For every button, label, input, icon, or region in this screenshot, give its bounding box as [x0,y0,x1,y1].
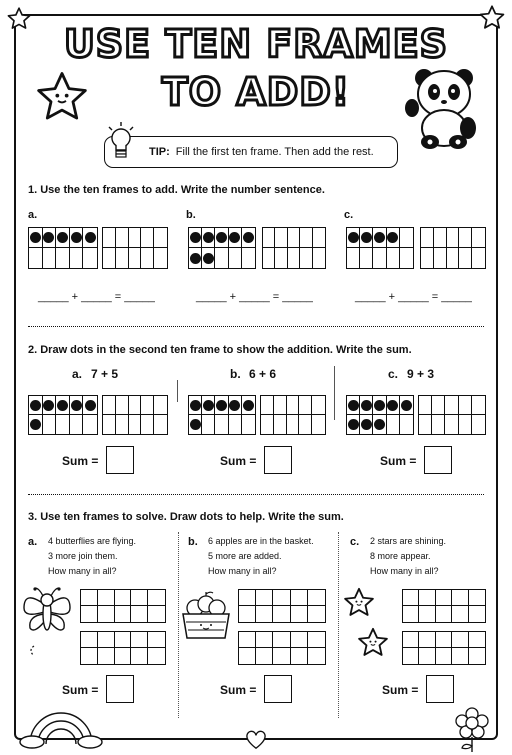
ten-frame-cell-filled[interactable] [347,228,360,248]
word-problem [370,534,446,579]
ten-frame-cell[interactable] [81,632,98,648]
ten-frame-cell-filled[interactable] [373,415,386,434]
sum-label: Sum = [62,683,99,697]
ten-frame-cell[interactable] [452,606,468,622]
ten-frame-cell-filled[interactable] [202,228,215,248]
ten-frame-cell[interactable] [421,228,434,248]
ten-frame-cell[interactable] [103,396,116,415]
ten-frame-cell-filled[interactable] [43,228,57,248]
section2-part-a-letter: a. [72,367,83,381]
ten-frame-cell[interactable] [469,648,485,664]
word-problem-line: 3 more join them. [48,551,118,561]
ten-frame-cell[interactable] [432,396,445,415]
ten-frame-cell[interactable] [98,606,115,622]
ten-frame-cell[interactable] [291,590,308,606]
ten-frame-cell-filled[interactable] [373,228,386,248]
ten-frame-cell[interactable] [242,415,255,434]
ten-frame[interactable] [402,631,486,665]
ten-frame[interactable] [28,395,98,435]
ten-frame-cell[interactable] [459,228,472,248]
ten-frame-cell[interactable] [275,228,287,248]
ten-frame-cell[interactable] [312,396,325,415]
ten-frame-cell[interactable] [308,590,325,606]
ten-frame-cell[interactable] [148,606,165,622]
flower-icon [454,706,490,752]
section-divider [28,494,484,495]
ten-frame-cell[interactable] [56,248,70,268]
ten-frame[interactable] [402,589,486,623]
ten-frame-cell[interactable] [436,606,452,622]
ten-frame-cell[interactable] [43,415,57,434]
ten-frame-cell[interactable] [419,396,432,415]
ten-frame-cell[interactable] [256,590,273,606]
ten-frame-cell[interactable] [308,632,325,648]
ten-frame-cell[interactable] [308,648,325,664]
ten-frame-cell[interactable] [288,228,300,248]
ten-frame-cell-filled[interactable] [29,415,43,434]
ten-frame-cell[interactable] [154,248,167,268]
ten-frame-cell[interactable] [215,248,228,268]
ten-frame-cell-filled[interactable] [29,228,43,248]
word-problem-line: 5 more are added. [208,551,282,561]
sum-answer-box[interactable] [106,446,134,474]
ten-frame-cell[interactable] [116,396,129,415]
section1-part-a-letter: a. [28,209,38,221]
ten-frame-cell[interactable] [56,415,70,434]
ten-frame-cell[interactable] [299,415,312,434]
ten-frame-cell[interactable] [141,248,154,268]
ten-frame-cell[interactable] [103,228,116,248]
ten-frame-cell[interactable] [129,228,142,248]
ten-frame-cell[interactable] [445,415,458,434]
sum-answer-box[interactable] [426,675,454,703]
sum-answer-box[interactable] [424,446,452,474]
ten-frame-cell[interactable] [98,590,115,606]
ten-frame-cell[interactable] [115,648,132,664]
ten-frame-cell[interactable] [403,648,419,664]
ten-frame-cell[interactable] [273,648,290,664]
word-problem-line: How many in all? [208,566,277,576]
ten-frame-cell[interactable] [239,606,256,622]
ten-frame-cell[interactable] [387,415,400,434]
ten-frame-cell[interactable] [445,396,458,415]
ten-frame-cell[interactable] [81,590,98,606]
ten-frame-cell-filled[interactable] [43,396,57,415]
ten-frame-cell[interactable] [141,228,154,248]
ten-frame-cell[interactable] [81,606,98,622]
ten-frame-cell[interactable] [129,396,142,415]
ten-frame-cell-filled[interactable] [70,396,84,415]
sum-answer-box[interactable] [106,675,134,703]
ten-frame[interactable] [346,227,414,269]
ten-frame-cell[interactable] [403,632,419,648]
ten-frame-cell[interactable] [313,248,325,268]
ten-frame-cell[interactable] [472,396,485,415]
ten-frame-cell-filled[interactable] [387,228,400,248]
ten-frame-cell[interactable] [434,248,447,268]
column-divider [177,380,178,402]
word-problem-line: 2 stars are shining. [370,536,447,546]
ten-frame[interactable] [188,227,256,269]
ten-frame-cell[interactable] [452,632,468,648]
ten-frame-cell[interactable] [308,606,325,622]
ten-frame-cell[interactable] [472,228,485,248]
ten-frame-cell-filled[interactable] [215,396,228,415]
ten-frame-cell[interactable] [116,228,129,248]
worksheet-title-line1: USE TEN FRAMES [63,22,449,66]
ten-frame-cell-filled[interactable] [189,396,202,415]
ten-frame-cell-filled[interactable] [83,396,97,415]
star-icon [356,626,390,660]
ten-frame-cell[interactable] [288,248,300,268]
ten-frame-cell[interactable] [273,632,290,648]
ten-frame-cell[interactable] [447,228,460,248]
ten-frame-cell-filled[interactable] [215,228,228,248]
ten-frame-cell[interactable] [403,590,419,606]
ten-frame-cell-filled[interactable] [29,396,43,415]
sum-label: Sum = [382,683,419,697]
ten-frame-cell[interactable] [148,590,165,606]
ten-frame-cell[interactable] [202,415,215,434]
section3-part-c-letter: c. [350,536,360,548]
ten-frame-cell[interactable] [263,228,275,248]
star-icon [342,586,376,620]
ten-frame-cell[interactable] [29,248,43,268]
ten-frame-cell[interactable] [300,248,312,268]
butterfly-icon [22,586,72,660]
tip-text: Fill the first ten frame. Then add the rest. [175,146,374,158]
ten-frame-cell[interactable] [459,248,472,268]
ten-frame-cell[interactable] [98,632,115,648]
ten-frame[interactable] [188,395,256,435]
ten-frame-cell[interactable] [115,632,132,648]
ten-frame-cell[interactable] [131,606,148,622]
ten-frame-cell-filled[interactable] [242,228,255,248]
ten-frame-cell[interactable] [387,248,400,268]
column-divider [178,532,179,718]
ten-frame-cell[interactable] [98,648,115,664]
ten-frame[interactable] [28,227,98,269]
ten-frame-cell-filled[interactable] [229,396,242,415]
ten-frame-cell[interactable] [421,248,434,268]
lightbulb-icon [106,122,136,170]
ten-frame-cell[interactable] [215,415,228,434]
ten-frame-cell[interactable] [459,415,472,434]
ten-frame-cell-filled[interactable] [242,396,255,415]
ten-frame[interactable] [260,395,326,435]
panda-icon [404,62,484,150]
sum-label: Sum = [380,454,417,468]
ten-frame[interactable] [238,589,326,623]
ten-frame-cell-filled[interactable] [347,415,360,434]
word-problem-line: 4 butterflies are flying. [48,536,137,546]
ten-frame-cell[interactable] [131,590,148,606]
ten-frame-cell[interactable] [115,590,132,606]
ten-frame-cell[interactable] [116,248,129,268]
ten-frame-cell-filled[interactable] [189,248,202,268]
ten-frame-cell[interactable] [263,248,275,268]
rainbow-icon [18,708,104,748]
section2-instruction: 2. Draw dots in the second ten frame to show the addition. Write the sum. [28,344,412,356]
word-problem [208,534,314,579]
ten-frame[interactable] [418,395,486,435]
number-sentence-blank[interactable]: _____ + _____ = _____ [38,291,155,303]
ten-frame-cell-filled[interactable] [189,228,202,248]
ten-frame-cell[interactable] [81,648,98,664]
ten-frame-cell[interactable] [419,632,435,648]
ten-frame-cell[interactable] [469,606,485,622]
ten-frame-cell[interactable] [400,228,413,248]
ten-frame-cell[interactable] [229,415,242,434]
word-problem [48,534,136,579]
ten-frame-cell[interactable] [472,248,485,268]
section-divider [28,326,484,327]
ten-frame-cell[interactable] [434,228,447,248]
ten-frame-cell[interactable] [291,648,308,664]
ten-frame-cell[interactable] [148,632,165,648]
ten-frame-cell[interactable] [141,415,154,434]
ten-frame-cell[interactable] [239,648,256,664]
ten-frame-cell-filled[interactable] [202,396,215,415]
ten-frame-cell[interactable] [115,606,132,622]
ten-frame-cell[interactable] [261,415,274,434]
addition-expression: 7 + 5 [91,367,119,381]
ten-frame[interactable] [420,227,486,269]
ten-frame-cell-filled[interactable] [360,415,373,434]
ten-frame-cell[interactable] [452,590,468,606]
ten-frame-cell[interactable] [400,248,413,268]
ten-frame-cell-filled[interactable] [400,396,413,415]
section1-part-b-letter: b. [186,209,196,221]
addition-expression: 6 + 6 [249,367,277,381]
ten-frame[interactable] [262,227,326,269]
sum-answer-box[interactable] [264,675,292,703]
ten-frame-cell[interactable] [242,248,255,268]
section3-part-b-letter: b. [188,536,198,548]
ten-frame-cell[interactable] [432,415,445,434]
ten-frame-cell[interactable] [447,248,460,268]
ten-frame-cell[interactable] [436,632,452,648]
sum-label: Sum = [220,683,257,697]
tip-label: TIP: [149,146,170,158]
ten-frame-cell[interactable] [291,606,308,622]
heart-icon [245,730,267,750]
worksheet-title-line2: TO ADD! [161,70,351,114]
number-sentence-blank[interactable]: _____ + _____ = _____ [196,291,313,303]
section2-part-b-letter: b. [230,367,241,381]
ten-frame-cell[interactable] [43,248,57,268]
ten-frame-cell-filled[interactable] [229,228,242,248]
section1-part-c-letter: c. [344,209,354,221]
word-problem-line: 8 more appear. [370,551,431,561]
ten-frame-cell[interactable] [452,648,468,664]
ten-frame-cell[interactable] [472,415,485,434]
ten-frame-cell[interactable] [239,632,256,648]
ten-frame[interactable] [346,395,414,435]
ten-frame-cell[interactable] [131,632,148,648]
ten-frame-cell[interactable] [229,248,242,268]
ten-frame-cell-filled[interactable] [189,415,202,434]
column-divider [334,366,335,420]
ten-frame-cell[interactable] [273,606,290,622]
ten-frame-cell[interactable] [312,415,325,434]
tip-box [104,136,398,168]
ten-frame-cell-filled[interactable] [56,228,70,248]
ten-frame-cell[interactable] [373,248,386,268]
ten-frame-cell[interactable] [419,606,435,622]
ten-frame-cell[interactable] [469,632,485,648]
addition-expression: 9 + 3 [407,367,435,381]
section3-part-a-letter: a. [28,536,38,548]
ten-frame-cell[interactable] [141,396,154,415]
ten-frame-cell[interactable] [436,590,452,606]
ten-frame-cell-filled[interactable] [70,228,84,248]
ten-frame[interactable] [238,631,326,665]
ten-frame[interactable] [80,631,166,665]
ten-frame[interactable] [80,589,166,623]
ten-frame-cell[interactable] [300,228,312,248]
ten-frame-cell[interactable] [419,590,435,606]
ten-frame-cell[interactable] [287,396,300,415]
ten-frame-cell-filled[interactable] [202,248,215,268]
word-problem-line: 6 apples are in the basket. [208,536,314,546]
ten-frame-cell[interactable] [261,396,274,415]
section1-instruction: 1. Use the ten frames to add. Write the number sentence. [28,184,325,196]
ten-frame-cell-filled[interactable] [373,396,386,415]
sum-label: Sum = [62,454,99,468]
word-problem-line: How many in all? [48,566,117,576]
ten-frame-cell-filled[interactable] [360,396,373,415]
ten-frame[interactable] [102,395,168,435]
ten-frame-cell[interactable] [256,606,273,622]
ten-frame-cell[interactable] [103,415,116,434]
ten-frame-cell[interactable] [129,415,142,434]
word-problem-line: How many in all? [370,566,439,576]
sum-answer-box[interactable] [264,446,292,474]
ten-frame-cell[interactable] [400,415,413,434]
ten-frame-cell[interactable] [313,228,325,248]
ten-frame-cell[interactable] [274,396,287,415]
ten-frame-cell[interactable] [148,648,165,664]
ten-frame-cell-filled[interactable] [56,396,70,415]
ten-frame-cell[interactable] [419,415,432,434]
ten-frame-cell[interactable] [459,396,472,415]
ten-frame-cell[interactable] [256,648,273,664]
ten-frame-cell[interactable] [129,248,142,268]
ten-frame-cell[interactable] [347,248,360,268]
ten-frame-cell[interactable] [154,228,167,248]
ten-frame-cell[interactable] [256,632,273,648]
ten-frame-cell[interactable] [469,590,485,606]
ten-frame-cell[interactable] [275,248,287,268]
column-divider [338,532,339,718]
ten-frame-cell[interactable] [83,248,97,268]
section2-part-c-letter: c. [388,367,399,381]
ten-frame-cell[interactable] [83,415,97,434]
ten-frame-cell[interactable] [154,415,167,434]
ten-frame[interactable] [102,227,168,269]
ten-frame-cell[interactable] [299,396,312,415]
sum-label: Sum = [220,454,257,468]
ten-frame-cell[interactable] [70,248,84,268]
section3-instruction: 3. Use ten frames to solve. Draw dots to help. Write the sum. [28,511,344,523]
ten-frame-cell[interactable] [274,415,287,434]
ten-frame-cell[interactable] [403,606,419,622]
ten-frame-cell[interactable] [239,590,256,606]
ten-frame-cell[interactable] [291,632,308,648]
ten-frame-cell[interactable] [154,396,167,415]
ten-frame-cell[interactable] [360,248,373,268]
apple-basket-icon [180,590,232,640]
ten-frame-cell[interactable] [103,248,116,268]
smiling-star-icon [34,70,90,126]
ten-frame-cell[interactable] [131,648,148,664]
ten-frame-cell-filled[interactable] [360,228,373,248]
ten-frame-cell-filled[interactable] [347,396,360,415]
ten-frame-cell[interactable] [419,648,435,664]
ten-frame-cell[interactable] [70,415,84,434]
ten-frame-cell[interactable] [273,590,290,606]
ten-frame-cell[interactable] [116,415,129,434]
number-sentence-blank[interactable]: _____ + _____ = _____ [355,291,472,303]
ten-frame-cell-filled[interactable] [83,228,97,248]
ten-frame-cell-filled[interactable] [387,396,400,415]
ten-frame-cell[interactable] [287,415,300,434]
ten-frame-cell[interactable] [436,648,452,664]
